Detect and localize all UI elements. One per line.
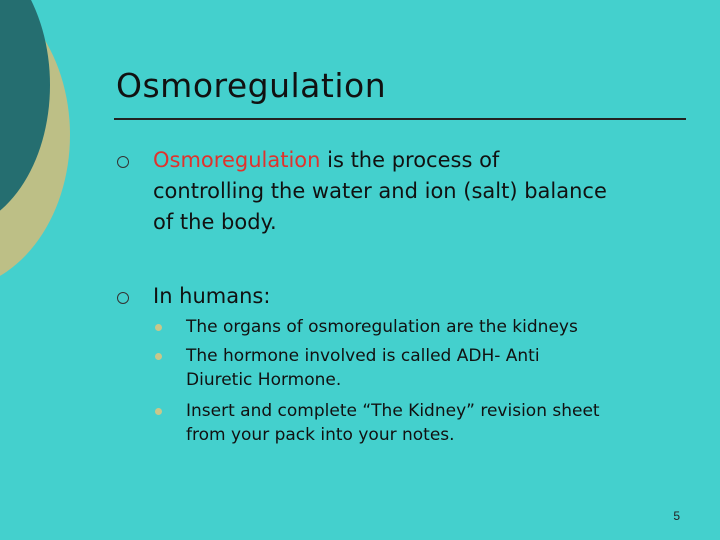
bullet-2-text: In humans:: [153, 284, 271, 308]
subitem-2-line-2: Diuretic Hormone.: [186, 370, 342, 390]
subitem-2-line-1: The hormone involved is called ADH- Anti: [186, 346, 540, 366]
sub-bullet-dot-icon: [155, 408, 162, 415]
title-divider: [114, 118, 686, 120]
sub-bullet-dot-icon: [155, 324, 162, 331]
slide-title: Osmoregulation: [116, 66, 387, 105]
bullet-ring-icon: [117, 292, 129, 304]
page-number: 5: [673, 509, 680, 523]
highlighted-term: Osmoregulation: [153, 148, 321, 172]
bullet-ring-icon: [117, 156, 129, 168]
subitem-3-line-1: Insert and complete “The Kidney” revision sheet: [186, 401, 600, 421]
bullet-1-line-1: [153, 145, 499, 176]
bullet-1-line-3: of the body.: [153, 210, 277, 234]
subitem-3-line-2: from your pack into your notes.: [186, 425, 455, 445]
bullet-1-line-1-rest: is the process of: [320, 148, 500, 172]
subitem-1-line-1: The organs of osmoregulation are the kidneys: [186, 317, 578, 337]
bullet-1-line-2: controlling the water and ion (salt) balance: [153, 179, 607, 203]
sub-bullet-dot-icon: [155, 353, 162, 360]
